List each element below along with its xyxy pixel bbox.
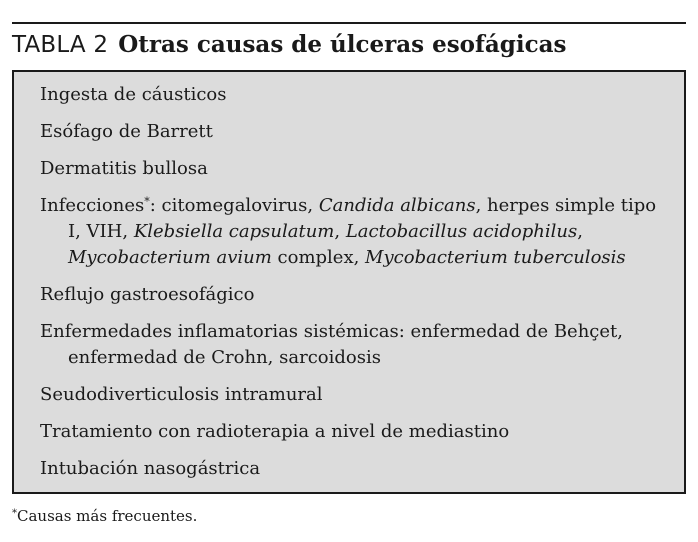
organism-name: Mycobacterium tuberculosis	[365, 247, 626, 268]
list-item: Dermatitis bullosa	[40, 158, 208, 179]
footnote-text: Causas más frecuentes.	[17, 507, 198, 525]
list-item: Tratamiento con radioterapia a nivel de mediastino	[40, 421, 510, 442]
table-box	[12, 70, 686, 494]
top-rule	[12, 22, 686, 24]
list-item: Esófago de Barrett	[40, 121, 213, 142]
table-title: Otras causas de úlceras esofágicas	[118, 31, 567, 58]
list-item: Ingesta de cáusticos	[40, 84, 227, 105]
text-fragment: , herpes simple tipo I, VIH,	[68, 195, 657, 242]
text-fragment: ,	[577, 221, 583, 242]
list-item: Intubación nasogástrica	[40, 458, 261, 479]
list-item: Enfermedades inflamatorias sistémicas: enfermedad de Behçet, enfermedad de Crohn, sarcoidosis	[40, 321, 623, 368]
list-item: Reflujo gastroesofágico	[40, 284, 255, 305]
table-caption	[12, 30, 566, 60]
text-fragment: ,	[334, 221, 346, 242]
footnote-mark: *	[144, 195, 150, 208]
text-fragment: complex,	[271, 247, 366, 268]
table-label: TABLA 2	[12, 32, 109, 58]
organism-name: Klebsiella capsulatum	[133, 221, 335, 242]
organism-name: Candida albicans	[318, 195, 476, 216]
text-fragment: : citomegalovirus,	[149, 195, 319, 216]
list-item-infecciones	[40, 193, 668, 271]
organism-name: Mycobacterium avium	[68, 247, 272, 268]
footnote-mark: *	[12, 508, 17, 519]
footnote	[12, 505, 197, 527]
list-item: Seudodiverticulosis intramural	[40, 384, 323, 405]
infecciones-lead: Infecciones	[40, 195, 145, 216]
organism-name: Lactobacillus acidophilus	[345, 221, 578, 242]
cause-list	[40, 82, 668, 482]
